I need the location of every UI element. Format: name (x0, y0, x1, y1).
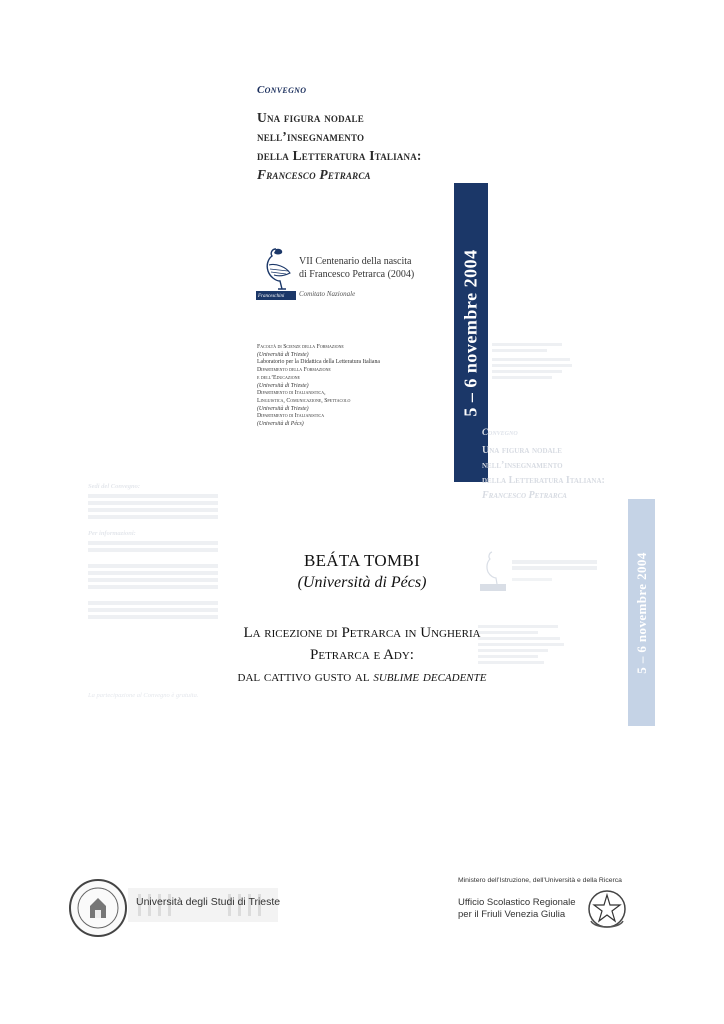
ufficio-line: per il Friuli Venezia Giulia (458, 909, 566, 920)
ghost-info-column (88, 476, 218, 622)
paper-title (0, 622, 724, 688)
ufficio-scolastico (458, 897, 576, 921)
paper-title-line (0, 666, 724, 688)
centenario-line: di Francesco Petrarca (2004) (299, 269, 415, 280)
faculty-line: Facoltà di Scienze della Formazione (257, 344, 344, 350)
ufficio-line: Ufficio Scolastico Regionale (458, 897, 576, 908)
faculty-list (257, 344, 380, 429)
conference-title (257, 108, 422, 184)
date-banner-text: 5 – 6 novembre 2004 (460, 248, 481, 417)
ghost-title-line: della Letteratura Italiana: (482, 475, 605, 486)
ghost-partecipazione: La partecipazione al Convegno è gratuita. (88, 692, 199, 699)
ghost-conference-title (482, 443, 605, 503)
centenario-line: VII Centenario della nascita (299, 256, 412, 267)
ghost-title-line-italic: Francesco Petrarca (482, 490, 567, 501)
ghost-line (88, 515, 218, 519)
ghost-line (88, 601, 218, 605)
ghost-sedi-heading: Sedi del Convegno: (88, 483, 140, 490)
faculty-line: Laboratorio per la Didattica della Letteratura Italiana (257, 359, 380, 366)
faculty-line: e dell’Educazione (257, 374, 300, 381)
title-line: nell’insegnamento (257, 129, 365, 144)
title-line: Una figura nodale (257, 110, 364, 125)
ghost-title-line: Una figura nodale (482, 445, 562, 456)
paper-title-plain: dal cattivo gusto al (237, 669, 374, 685)
ghost-title-line: nell’insegnamento (482, 460, 563, 471)
logo-caption: Franceschini (258, 294, 285, 299)
date-banner (454, 183, 488, 482)
title-line: della Letteratura Italiana: (257, 148, 422, 163)
faculty-line: (Università di Trieste) (257, 382, 309, 389)
ghost-line (88, 615, 218, 619)
title-line-italic: Francesco Petrarca (257, 167, 371, 182)
emblem-icon (585, 887, 629, 933)
convegno-label: Convegno (257, 84, 307, 96)
faculty-line: Dipartimento di Italianistica, (257, 390, 326, 397)
ghost-info-heading: Per informazioni: (88, 530, 136, 537)
faculty-line: (Università di Pécs) (257, 421, 304, 428)
faculty-line: (Università di Trieste) (257, 405, 309, 412)
faculty-line: Linguistica, Comunicazione, Spettacolo (257, 397, 351, 404)
italian-republic-emblem (585, 887, 629, 933)
university-name: Università degli Studi di Trieste (136, 896, 281, 908)
faculty-line: Dipartimento di Italianistica (257, 413, 325, 420)
ghost-line (88, 501, 218, 505)
ghost-line (88, 608, 218, 612)
centenario-text (299, 255, 414, 281)
ghost-date-banner (628, 499, 655, 726)
ministry-name: Ministero dell’Istruzione, dell’Università e della Ricerca (458, 877, 622, 884)
seal-icon (68, 878, 128, 938)
paper-title-italic: sublime decadente (373, 669, 487, 685)
ghost-date-banner-text: 5 – 6 novembre 2004 (633, 551, 649, 674)
university-seal (68, 878, 128, 938)
author-affiliation: (Università di Pécs) (297, 574, 427, 591)
ghost-faculty-block (492, 340, 572, 382)
faculty-line: Dipartimento della Formazione (257, 367, 331, 374)
comitato-label: Comitato Nazionale (299, 290, 356, 298)
ghost-line (88, 541, 218, 545)
faculty-line: (Università di Trieste) (257, 351, 309, 358)
author-name: BEÁTA TOMBI (303, 551, 421, 570)
ghost-line (88, 494, 218, 498)
paper-title-line: La ricezione di Petrarca in Ungheria (243, 625, 481, 641)
ghost-convegno-label: Convegno (482, 427, 518, 437)
ghost-line (88, 508, 218, 512)
paper-title-line: Petrarca e Ady: (310, 647, 414, 663)
